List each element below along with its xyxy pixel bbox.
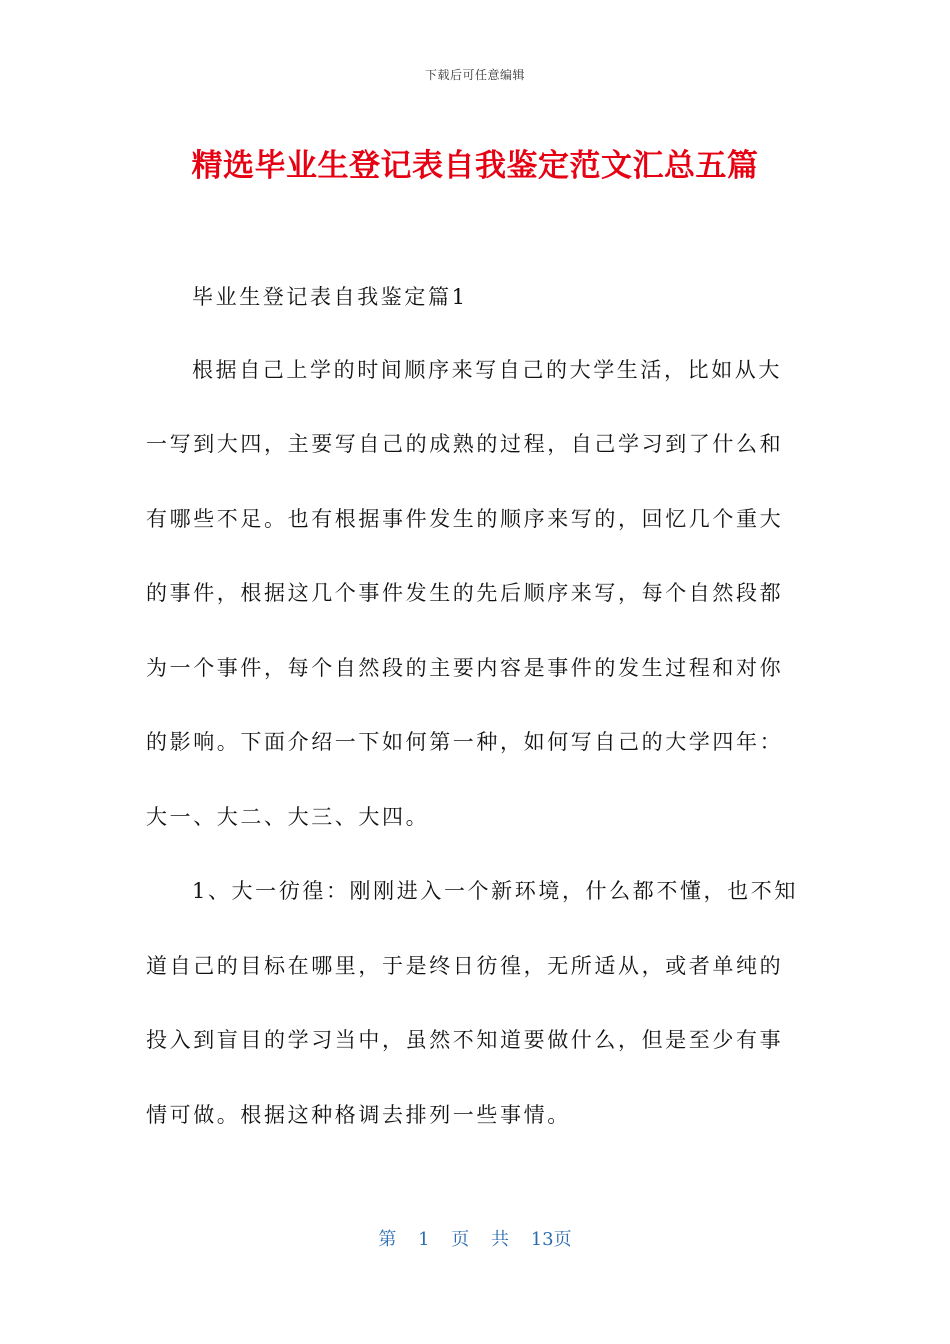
footer-page-word: 页 — [451, 1229, 470, 1250]
paragraph-line: 的事件，根据这几个事件发生的先后顺序来写，每个自然段都 — [146, 581, 784, 605]
paragraph-line: 为一个事件，每个自然段的主要内容是事件的发生过程和对你 — [146, 656, 784, 680]
paragraph-line: 情可做。根据这种格调去排列一些事情。 — [146, 1103, 571, 1127]
document-title: 精选毕业生登记表自我鉴定范文汇总五篇 — [191, 148, 759, 184]
paragraph-line: 投入到盲目的学习当中，虽然不知道要做什么，但是至少有事 — [146, 1028, 784, 1052]
paragraph-line: 根据自己上学的时间顺序来写自己的大学生活，比如从大 — [192, 358, 782, 382]
paragraph-line: 一写到大四，主要写自己的成熟的过程，自己学习到了什么和 — [146, 432, 784, 456]
paragraph-line: 大一、大二、大三、大四。 — [146, 805, 430, 829]
paragraph-line: 有哪些不足。也有根据事件发生的顺序来写的，回忆几个重大 — [146, 507, 784, 531]
footer-prefix: 第 — [378, 1229, 397, 1250]
footer-current-page: 1 — [418, 1229, 430, 1250]
paragraph-line: 道自己的目标在哪里，于是终日彷徨，无所适从，或者单纯的 — [146, 954, 784, 978]
footer-total-word: 共 — [491, 1229, 509, 1250]
footer-total-pages: 13页 — [530, 1229, 572, 1250]
header-note: 下载后可任意编辑 — [424, 68, 525, 82]
paragraph-line: 1、大一彷徨：刚刚进入一个新环境，什么都不懂，也不知 — [192, 879, 798, 903]
section-heading: 毕业生登记表自我鉴定篇1 — [192, 285, 468, 309]
paragraph-line: 的影响。下面介绍一下如何第一种，如何写自己的大学四年： — [146, 730, 784, 754]
page-footer — [0, 1225, 950, 1251]
